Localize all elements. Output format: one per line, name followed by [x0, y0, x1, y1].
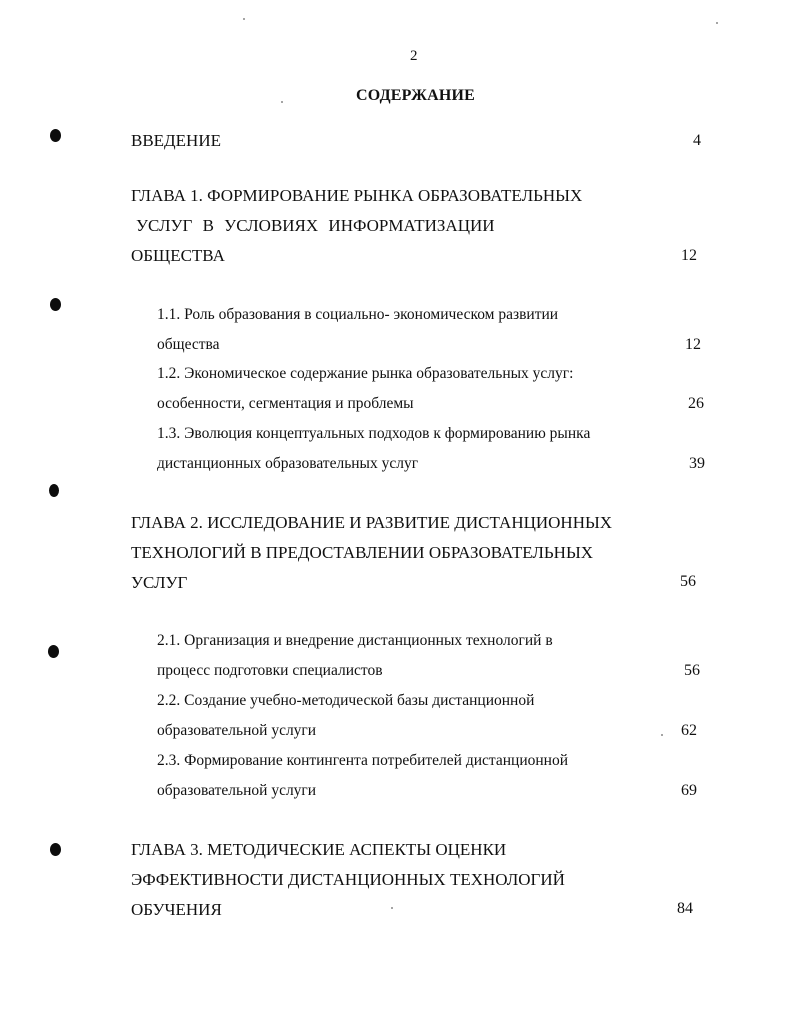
section-2-3-line1: 2.3. Формирование контингента потребителей дистанционной [157, 752, 568, 769]
chapter2-title-line2: ТЕХНОЛОГИЙ В ПРЕДОСТАВЛЕНИИ ОБРАЗОВАТЕЛЬНЫХ [131, 543, 594, 562]
chapter1-title-line1: ГЛАВА 1. ФОРМИРОВАНИЕ РЫНКА ОБРАЗОВАТЕЛЬНЫХ [131, 186, 583, 205]
section-1-2-page: 26 [688, 395, 704, 412]
scan-speck [243, 18, 245, 20]
toc-intro-page: 4 [693, 132, 701, 149]
section-1-1-line1: 1.1. Роль образования в социально- экономическом развитии [157, 306, 559, 323]
chapter1-title-line2: УСЛУГ В УСЛОВИЯХ ИНФОРМАТИЗАЦИИ [136, 216, 495, 235]
section-2-3-line2: образовательной услуги [157, 782, 317, 799]
section-2-2-page: 62 [681, 722, 697, 739]
scan-speck [281, 101, 283, 103]
chapter2-title-line3: УСЛУГ [131, 573, 188, 592]
punch-hole [48, 645, 59, 658]
scan-speck [716, 22, 718, 24]
chapter2-page: 56 [680, 573, 696, 590]
section-1-2-line1: 1.2. Экономическое содержание рынка образовательных услуг: [157, 365, 574, 382]
section-2-2-line2: образовательной услуги [157, 722, 317, 739]
scan-speck [391, 907, 393, 909]
chapter3-title-line2: ЭФФЕКТИВНОСТИ ДИСТАНЦИОННЫХ ТЕХНОЛОГИЙ [131, 870, 565, 889]
chapter3-title-line3: ОБУЧЕНИЯ [131, 900, 222, 919]
chapter3-title-line1: ГЛАВА 3. МЕТОДИЧЕСКИЕ АСПЕКТЫ ОЦЕНКИ [131, 840, 507, 859]
punch-hole [50, 843, 61, 856]
punch-hole [50, 129, 61, 142]
section-1-2-line2: особенности, сегментация и проблемы [157, 395, 414, 412]
section-1-3-page: 39 [689, 455, 705, 472]
section-2-1-page: 56 [684, 662, 700, 679]
section-2-3-page: 69 [681, 782, 697, 799]
punch-hole [50, 298, 61, 311]
chapter1-title-line3: ОБЩЕСТВА [131, 246, 225, 265]
chapter2-title-line1: ГЛАВА 2. ИССЛЕДОВАНИЕ И РАЗВИТИЕ ДИСТАНЦИОННЫХ [131, 513, 613, 532]
punch-hole [49, 484, 59, 497]
section-2-1-line2: процесс подготовки специалистов [157, 662, 383, 679]
section-1-1-line2: общества [157, 336, 220, 353]
scan-speck [661, 734, 663, 736]
section-1-3-line2: дистанционных образовательных услуг [157, 455, 419, 472]
toc-intro-label: ВВЕДЕНИЕ [131, 131, 221, 150]
chapter1-page: 12 [681, 247, 697, 264]
page-number: 2 [410, 48, 418, 64]
section-2-1-line1: 2.1. Организация и внедрение дистанционных технологий в [157, 632, 553, 649]
chapter3-page: 84 [677, 900, 693, 917]
section-1-3-line1: 1.3. Эволюция концептуальных подходов к формированию рынка [157, 425, 591, 442]
page-title: СОДЕРЖАНИЕ [356, 87, 476, 104]
section-2-2-line1: 2.2. Создание учебно-методической базы дистанционной [157, 692, 535, 709]
section-1-1-page: 12 [685, 336, 701, 353]
